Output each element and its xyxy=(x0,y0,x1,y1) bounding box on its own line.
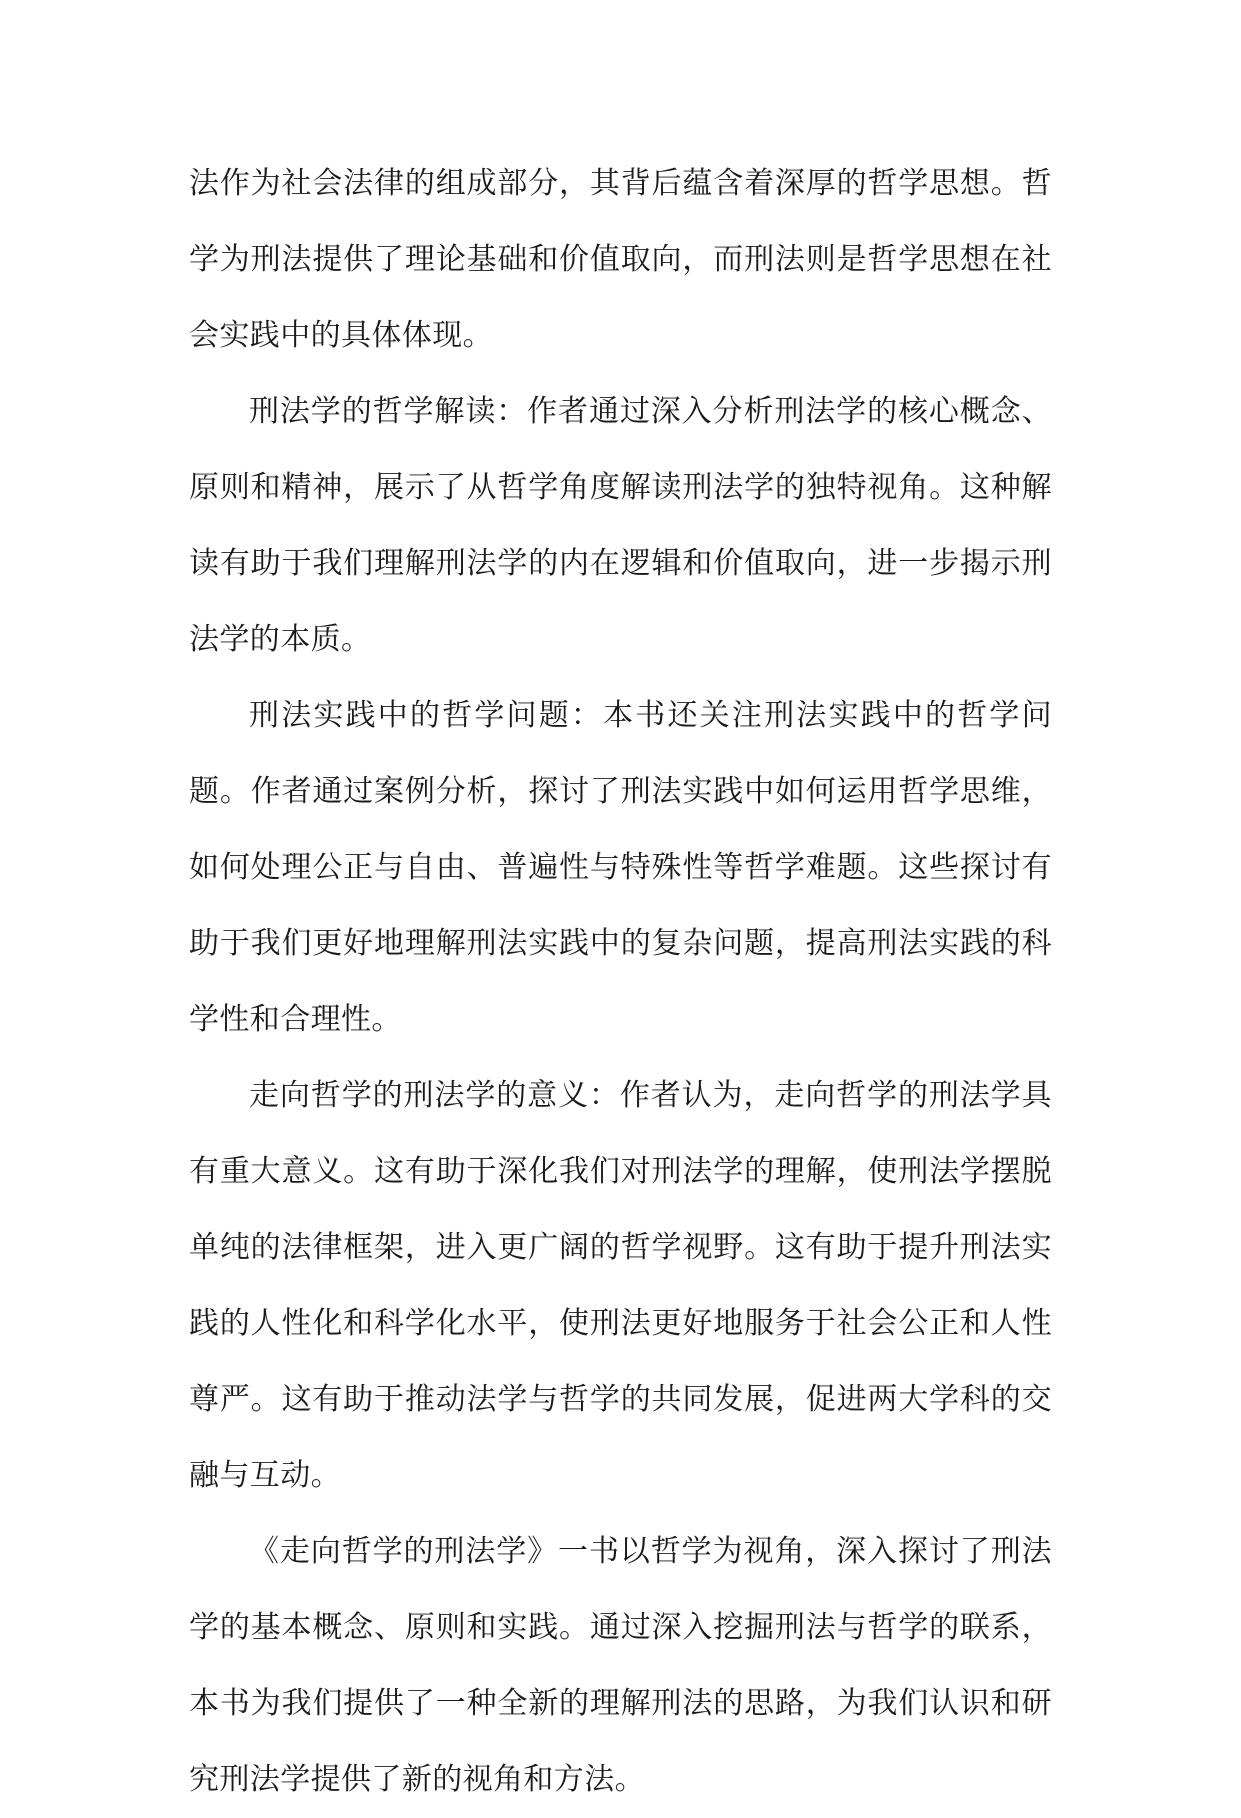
paragraph-significance: 走向哲学的刑法学的意义：作者认为，走向哲学的刑法学具有重大意义。这有助于深化我们对刑法学的理解，使刑法学摆脱单纯的法律框架，进入更广阔的哲学视野。这有助于提升刑法实践的人性化和科学化水平，使刑法更好地服务于社会公正和人性尊严。这有助于推动法学与哲学的共同发展，促进两大学科的交融与互动。 xyxy=(189,1078,1052,1493)
paragraph-practice-issues: 刑法实践中的哲学问题：本书还关注刑法实践中的哲学问题。作者通过案例分析，探讨了刑法实践中如何运用哲学思维，如何处理公正与自由、普遍性与特殊性等哲学难题。这些探讨有助于我们更好地理解刑法实践中的复杂问题，提高刑法实践的科学性和合理性。 xyxy=(189,698,1052,1037)
paragraph-conclusion: 《走向哲学的刑法学》一书以哲学为视角，深入探讨了刑法学的基本概念、原则和实践。通过深入挖掘刑法与哲学的联系，本书为我们提供了一种全新的理解刑法的思路，为我们认识和研究刑法学提供了新的视角和方法。 xyxy=(189,1534,1052,1797)
body-text xyxy=(189,146,1052,1818)
paragraph-philosophical-reading: 刑法学的哲学解读：作者通过深入分析刑法学的核心概念、原则和精神，展示了从哲学角度解读刑法学的独特视角。这种解读有助于我们理解刑法学的内在逻辑和价值取向，进一步揭示刑法学的本质。 xyxy=(189,394,1052,657)
paragraph-intro-continuation: 法作为社会法律的组成部分，其背后蕴含着深厚的哲学思想。哲学为刑法提供了理论基础和价值取向，而刑法则是哲学思想在社会实践中的具体体现。 xyxy=(189,166,1052,353)
